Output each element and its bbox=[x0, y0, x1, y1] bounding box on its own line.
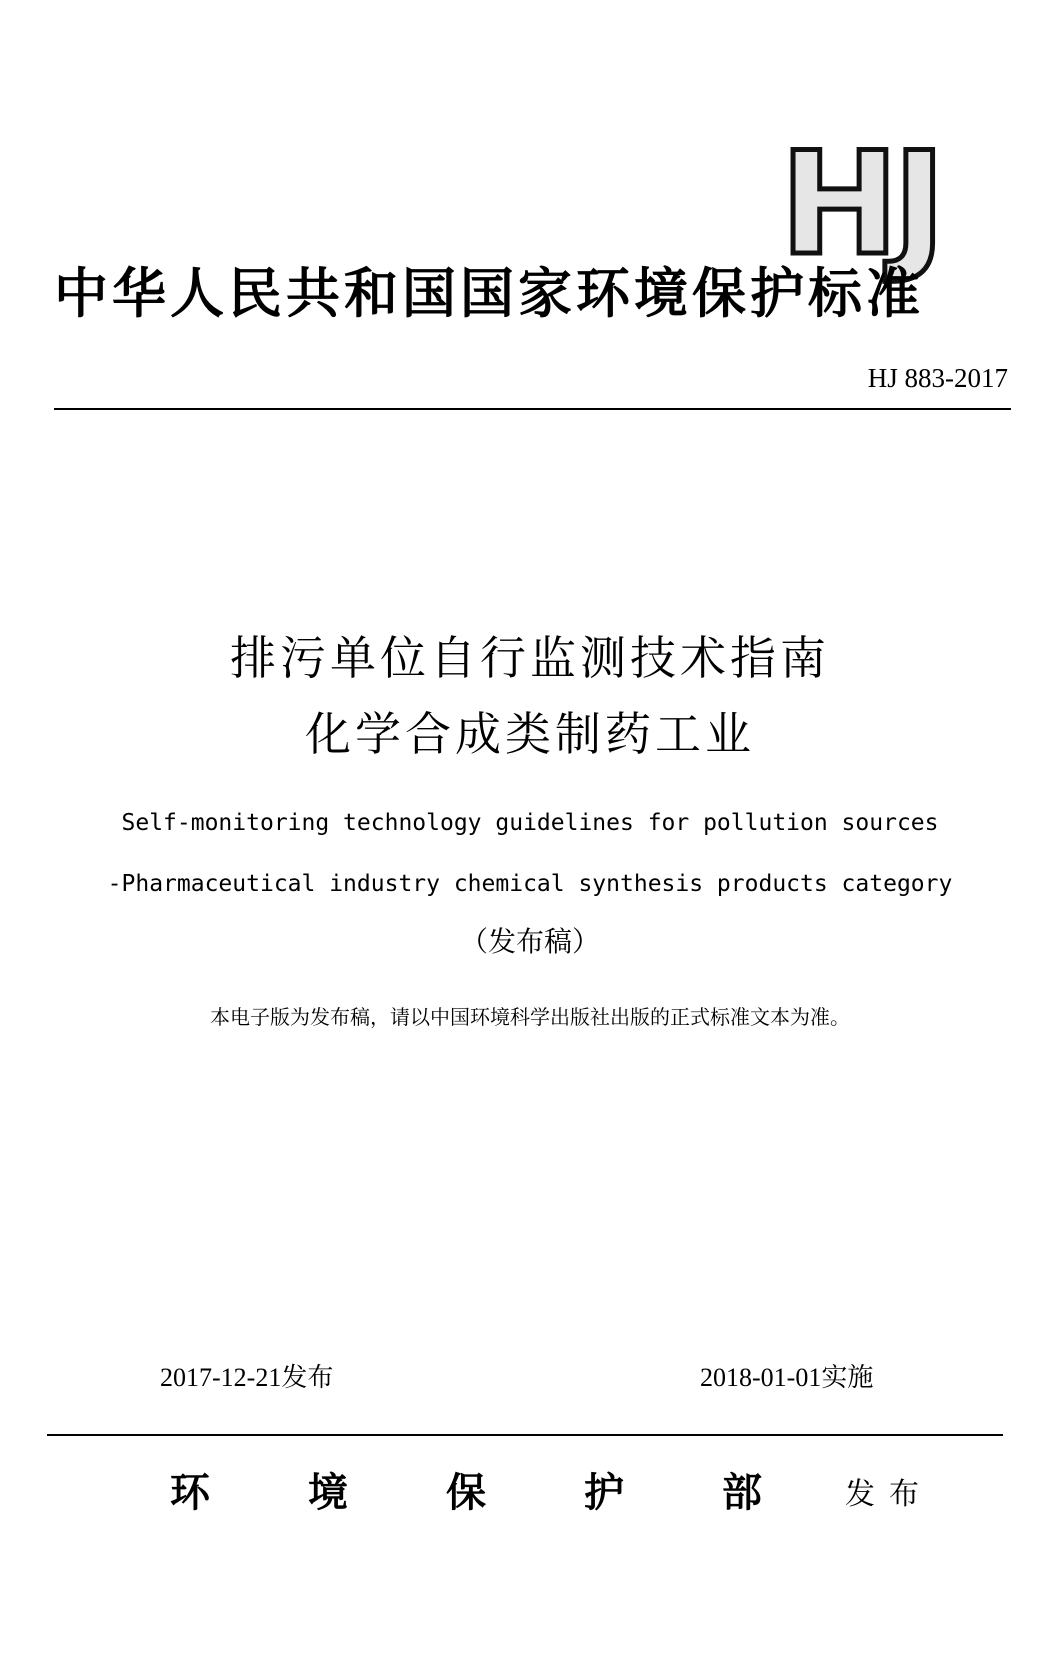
english-title-line-1: Self-monitoring technology guidelines for pollution sources bbox=[121, 810, 939, 836]
effective-date: 2018-01-01实施 bbox=[700, 1363, 874, 1392]
release-label: 发布 bbox=[845, 1477, 933, 1512]
standard-number: HJ 883-2017 bbox=[867, 363, 1008, 393]
edition-notice: 本电子版为发布稿，请以中国环境科学出版社出版的正式标准文本为准。 bbox=[210, 1005, 850, 1029]
english-title bbox=[40, 793, 1020, 915]
issuer-title: 中华人民共和国国家环境保护标准 bbox=[54, 261, 924, 325]
chinese-title-line-2: 化学合成类制药工业 bbox=[305, 707, 755, 761]
chinese-title-line-1: 排污单位自行监测技术指南 bbox=[230, 631, 830, 685]
top-divider bbox=[54, 408, 1011, 410]
draft-label: （发布稿） bbox=[459, 925, 600, 958]
issuing-authority: 环境保护部 bbox=[170, 1469, 860, 1516]
hj-logo: HJ bbox=[780, 122, 940, 287]
english-title-line-2: -Pharmaceutical industry chemical synthesis products category bbox=[107, 871, 953, 897]
bottom-divider bbox=[47, 1434, 1003, 1436]
chinese-title bbox=[100, 620, 960, 772]
issue-date: 2017-12-21发布 bbox=[160, 1363, 334, 1392]
